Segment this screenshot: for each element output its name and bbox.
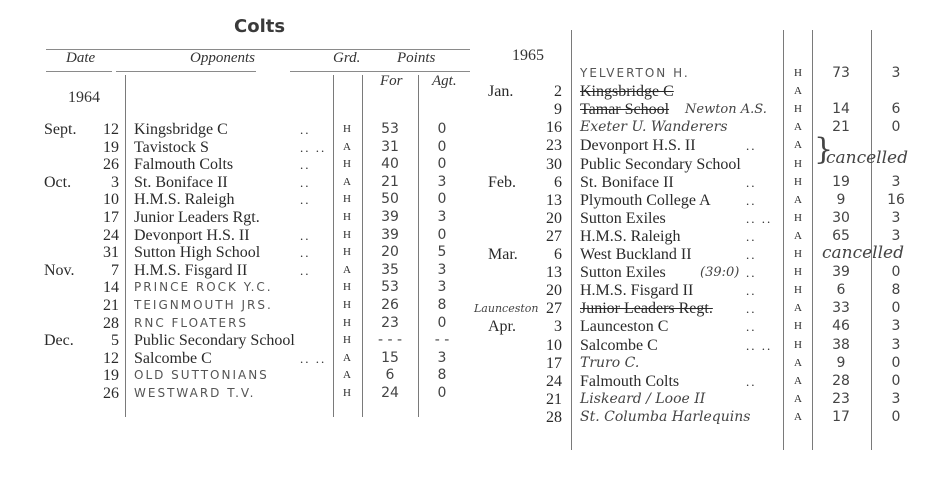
fixture-day: 20 [546, 282, 562, 300]
fixture-opponent: Liskeard / Looe II [580, 390, 706, 407]
fixture-day: 3 [111, 173, 119, 191]
fixture-row [0, 297, 480, 314]
fixture-row [480, 119, 939, 136]
fixture-row [480, 83, 939, 100]
fixture-day: 19 [103, 367, 119, 385]
fixture-ground: A [794, 193, 802, 206]
fixture-ground: A [343, 175, 351, 188]
fixture-day: 13 [546, 191, 562, 209]
fixture-opponent: WESTWARD T.V. [134, 386, 256, 400]
points-against: 3 [891, 318, 901, 335]
fixture-row [480, 174, 939, 191]
fixture-day: 17 [546, 354, 562, 372]
fixture-ground: H [794, 175, 802, 188]
points-for: 73 [832, 65, 850, 81]
header-opponents: Opponents [190, 50, 255, 66]
leader-dots: .. [746, 373, 757, 389]
points-against: 8 [437, 297, 447, 313]
points-against: 3 [437, 349, 447, 366]
leader-dots: .. .. [746, 210, 773, 226]
points-against: 0 [437, 191, 447, 208]
fixture-ground: A [794, 302, 802, 315]
page-title: Colts [234, 16, 286, 37]
points-for: 35 [381, 261, 399, 278]
fixture-ground: A [343, 140, 351, 153]
fixture-row [0, 156, 480, 173]
fixture-ground: A [794, 356, 802, 369]
fixture-day: 28 [546, 408, 562, 426]
leader-dots: .. [300, 227, 311, 243]
points-against: 0 [437, 226, 447, 243]
fixture-day: 3 [554, 318, 562, 336]
fixture-day: 6 [554, 246, 562, 263]
points-for: 26 [381, 297, 399, 313]
points-against: 0 [437, 385, 447, 401]
points-against: 3 [891, 227, 901, 244]
header-points: Points [397, 50, 436, 66]
leader-dots: .. [746, 247, 757, 262]
fixture-row [0, 209, 480, 226]
leader-dots: .. .. [300, 350, 327, 366]
fixture-row [0, 262, 480, 279]
fixture-opponent: RNC FLOATERS [134, 315, 249, 330]
fixture-ground: H [343, 211, 351, 223]
fixture-day: 10 [546, 336, 562, 354]
fixture-row [480, 210, 939, 227]
leader-dots: .. [300, 262, 311, 278]
fixture-opponent: Tavistock S [134, 138, 209, 156]
fixture-opponent: Plymouth College A [580, 191, 711, 209]
points-for: 23 [832, 390, 850, 407]
fixture-day: 23 [546, 137, 562, 155]
points-for: 40 [381, 156, 399, 173]
points-against: 0 [437, 156, 447, 173]
fixture-ground: H [794, 320, 802, 333]
points-against: 3 [437, 279, 447, 296]
fixture-row [0, 350, 480, 367]
fixture-ground: H [343, 316, 351, 329]
fixture-day: 21 [103, 297, 119, 314]
fixture-ground: A [794, 229, 802, 242]
points-for: 53 [381, 279, 399, 296]
fixture-row [0, 367, 480, 384]
points-against: 0 [891, 354, 901, 371]
fixture-row [480, 355, 939, 372]
fixture-day: 19 [103, 138, 119, 156]
header-date: Date [66, 50, 96, 66]
points-for: 21 [832, 119, 850, 136]
fixture-row [480, 65, 939, 82]
fixture-month: Feb. [488, 173, 516, 191]
fixture-day: 31 [103, 244, 119, 262]
fixture-ground: H [343, 246, 351, 259]
leader-dots: .. .. [300, 139, 327, 155]
leader-dots: .. [746, 301, 757, 317]
fixture-ground: H [794, 248, 802, 260]
fixture-ground: A [794, 374, 802, 387]
leader-dots: .. [300, 157, 311, 173]
fixture-ground: A [343, 369, 351, 382]
fixture-opponent: H.M.S. Fisgard II [134, 261, 248, 279]
fixture-opponent: Falmouth Colts [580, 372, 680, 390]
points-against: 3 [437, 209, 447, 225]
fixture-row [0, 332, 480, 349]
points-for: 9 [836, 191, 846, 208]
fixture-row [480, 391, 939, 408]
points-against: 0 [891, 300, 901, 317]
header-for: For [380, 73, 403, 89]
points-for: 14 [832, 101, 850, 118]
fixture-day: 10 [103, 191, 119, 209]
points-for: 39 [381, 209, 399, 225]
fixture-row [0, 227, 480, 244]
points-against: 0 [437, 314, 447, 331]
fixture-ground: A [343, 351, 351, 364]
fixture-opponent: West Buckland II [580, 246, 692, 263]
fixture-ground: H [794, 266, 802, 279]
points-for: 39 [832, 264, 850, 281]
points-against: 0 [891, 264, 901, 281]
fixture-opponent: Tamar School [580, 101, 670, 119]
fixture-day: 28 [103, 314, 119, 332]
points-for: 15 [381, 349, 399, 366]
fixture-month: Sept. [44, 121, 77, 138]
leader-dots: .. [746, 138, 757, 154]
points-for: 65 [832, 227, 850, 244]
leader-dots: .. [300, 174, 311, 190]
fixture-ground: A [794, 410, 802, 423]
leader-dots: .. [746, 265, 757, 281]
points-for: 28 [832, 372, 850, 389]
fixture-day: 9 [554, 101, 562, 119]
fixture-opponent: OLD SUTTONIANS [134, 368, 269, 383]
points-for: 9 [836, 354, 846, 371]
points-for: 17 [832, 408, 850, 425]
fixture-opponent: Devonport H.S. II [134, 226, 250, 244]
fixture-row [480, 101, 939, 118]
leader-dots: .. .. [746, 337, 773, 353]
fixture-opponent: Kingsbridge C [134, 121, 228, 138]
points-against: 0 [891, 408, 901, 425]
fixture-opponent: Truro C. [580, 354, 640, 371]
fixture-ground: H [794, 338, 802, 351]
fixture-opponent: Salcombe C [580, 336, 658, 354]
points-against: 16 [887, 191, 905, 208]
fixture-day: 24 [546, 372, 562, 390]
fixture-row [0, 174, 480, 191]
leader-dots: .. [746, 192, 757, 208]
fixture-ground: A [794, 139, 802, 152]
points-for: 39 [381, 226, 399, 243]
fixture-day: 13 [546, 264, 562, 282]
leader-dots: .. [746, 174, 757, 190]
points-for: 21 [381, 173, 399, 190]
fixture-opponent: Sutton Exiles [580, 264, 666, 282]
leader-dots: .. [746, 228, 757, 244]
points-against: 0 [891, 372, 901, 389]
fixture-row [0, 121, 480, 138]
fixture-opponent: Sutton High School [134, 244, 261, 262]
points-for: 19 [832, 173, 850, 190]
fixture-day: 12 [103, 121, 119, 138]
fixture-opponent: Junior Leaders Regt. [580, 300, 713, 318]
points-against: 8 [891, 282, 901, 299]
fixture-day: 20 [546, 209, 562, 227]
fixture-day: 6 [554, 173, 562, 191]
cancelled-bracket: } [814, 132, 834, 167]
points-against: 3 [891, 390, 901, 407]
points-against: 6 [891, 101, 901, 118]
fixture-ground: H [343, 387, 351, 399]
fixture-annotation: Newton A.S. [685, 102, 767, 118]
fixture-opponent: Public Secondary School [134, 332, 295, 350]
points-against: 3 [891, 336, 901, 353]
fixture-row [0, 139, 480, 156]
points-against: 0 [437, 138, 447, 155]
points-for: 24 [381, 385, 399, 401]
points-for: 23 [381, 314, 399, 331]
fixture-opponent: Public Secondary School [580, 155, 741, 173]
right-page [474, 0, 939, 480]
fixture-month: Oct. [44, 173, 72, 191]
fixture-row [474, 300, 939, 318]
points-for: 6 [836, 282, 846, 299]
fixture-ground: H [343, 334, 351, 347]
fixture-opponent: H.M.S. Fisgard II [580, 282, 694, 300]
margin-note: Launceston [474, 302, 539, 316]
fixture-month: Dec. [44, 332, 74, 350]
fixture-day: 14 [103, 279, 119, 297]
fixture-day: 30 [546, 155, 562, 173]
cancelled-note-mar: cancelled [822, 243, 905, 263]
points-against: 5 [437, 244, 447, 261]
fixture-row [0, 315, 480, 332]
fixture-day: 27 [546, 300, 562, 318]
fixture-ground: H [794, 103, 802, 116]
fixture-opponent: TEIGNMOUTH JRS. [134, 298, 273, 312]
points-for: 50 [381, 191, 399, 208]
fixture-day: 17 [103, 209, 119, 226]
fixture-day: 5 [111, 332, 119, 350]
fixture-row [480, 192, 939, 209]
fixture-opponent: St. Boniface II [580, 173, 674, 191]
fixture-ground: H [343, 123, 351, 135]
leader-dots: .. [300, 245, 311, 261]
fixture-ground: A [794, 85, 802, 98]
points-against: 8 [437, 367, 447, 384]
points-for: 31 [381, 138, 399, 155]
fixture-opponent: PRINCE ROCK Y.C. [134, 280, 273, 295]
fixture-ground: A [794, 121, 802, 134]
points-for: 20 [381, 244, 399, 261]
header-ground: Grd. [333, 50, 361, 66]
points-for: 53 [381, 121, 399, 137]
fixture-ground: A [794, 392, 802, 405]
fixture-opponent: St. Boniface II [134, 173, 228, 191]
leader-dots: .. [300, 122, 311, 137]
fixture-month: Nov. [44, 261, 75, 279]
leader-dots: .. [746, 319, 757, 335]
fixture-day: 7 [111, 261, 119, 279]
fixture-row [0, 385, 480, 402]
header-bottom-rule-opponents [116, 71, 256, 72]
fixture-row [480, 264, 939, 281]
points-for: 46 [832, 318, 850, 335]
header-against: Agt. [432, 73, 457, 89]
fixture-ground: H [343, 299, 351, 311]
points-against: 3 [437, 173, 447, 190]
fixture-ground: H [794, 67, 802, 79]
points-for: 38 [832, 336, 850, 353]
fixture-opponent: Salcombe C [134, 349, 212, 367]
fixture-ground: H [343, 193, 351, 206]
fixture-row [480, 282, 939, 299]
points-against: 0 [891, 119, 901, 136]
fixture-opponent: H.M.S. Raleigh [134, 191, 235, 209]
fixture-month: Apr. [488, 318, 516, 336]
fixture-row [0, 191, 480, 208]
fixture-month: Mar. [488, 246, 518, 263]
fixture-opponent: St. Columba Harlequins [580, 408, 751, 425]
points-against: 0 [437, 121, 447, 137]
fixture-row [480, 337, 939, 354]
fixture-row [480, 409, 939, 426]
points-for: - - - [377, 332, 403, 349]
header-bottom-rule-date [46, 71, 112, 72]
fixture-day: 26 [103, 385, 119, 402]
points-for: 30 [832, 209, 850, 226]
fixture-opponent: H.M.S. Raleigh [580, 227, 681, 245]
fixture-annotation: (39:0) [700, 265, 740, 281]
fixture-day: 16 [546, 119, 562, 137]
points-against: 3 [437, 261, 447, 278]
fixture-opponent: Falmouth Colts [134, 156, 234, 174]
points-against: 3 [891, 65, 901, 81]
fixture-ground: H [343, 281, 351, 294]
fixture-day: 21 [546, 390, 562, 408]
season-year: 1965 [512, 47, 544, 64]
header-bottom-rule-points [290, 71, 470, 72]
fixture-month: Jan. [488, 83, 514, 101]
points-against: - - [434, 332, 450, 349]
fixture-ground: H [343, 158, 351, 171]
season-year: 1964 [68, 89, 100, 106]
points-for: 33 [832, 300, 850, 317]
fixture-opponent: Junior Leaders Rgt. [134, 209, 260, 226]
fixture-day: 2 [554, 83, 562, 101]
points-for: 6 [385, 367, 395, 384]
fixture-opponent: YELVERTON H. [580, 66, 690, 80]
leader-dots: .. [746, 283, 757, 299]
fixture-opponent: Devonport H.S. II [580, 137, 696, 155]
fixture-row [0, 244, 480, 261]
points-against: 3 [891, 173, 901, 190]
points-against: 3 [891, 209, 901, 226]
leader-dots: .. [300, 192, 311, 208]
fixture-row [480, 373, 939, 390]
fixture-opponent: Exeter U. Wanderers [580, 119, 728, 136]
cancelled-note-jan: cancelled [826, 148, 909, 168]
fixture-day: 24 [103, 226, 119, 244]
fixture-ground: A [343, 263, 351, 276]
fixture-day: 27 [546, 227, 562, 245]
fixture-ground: H [794, 157, 802, 170]
fixture-day: 12 [103, 349, 119, 367]
fixture-opponent: Launceston C [580, 318, 669, 336]
fixture-ground: H [794, 211, 802, 224]
fixture-opponent: Sutton Exiles [580, 209, 666, 227]
fixture-day: 26 [103, 156, 119, 174]
fixture-row [480, 318, 939, 335]
fixture-row [0, 279, 480, 296]
fixture-opponent: Kingsbridge C [580, 83, 674, 101]
fixture-ground: H [794, 284, 802, 297]
fixture-ground: H [343, 228, 351, 241]
